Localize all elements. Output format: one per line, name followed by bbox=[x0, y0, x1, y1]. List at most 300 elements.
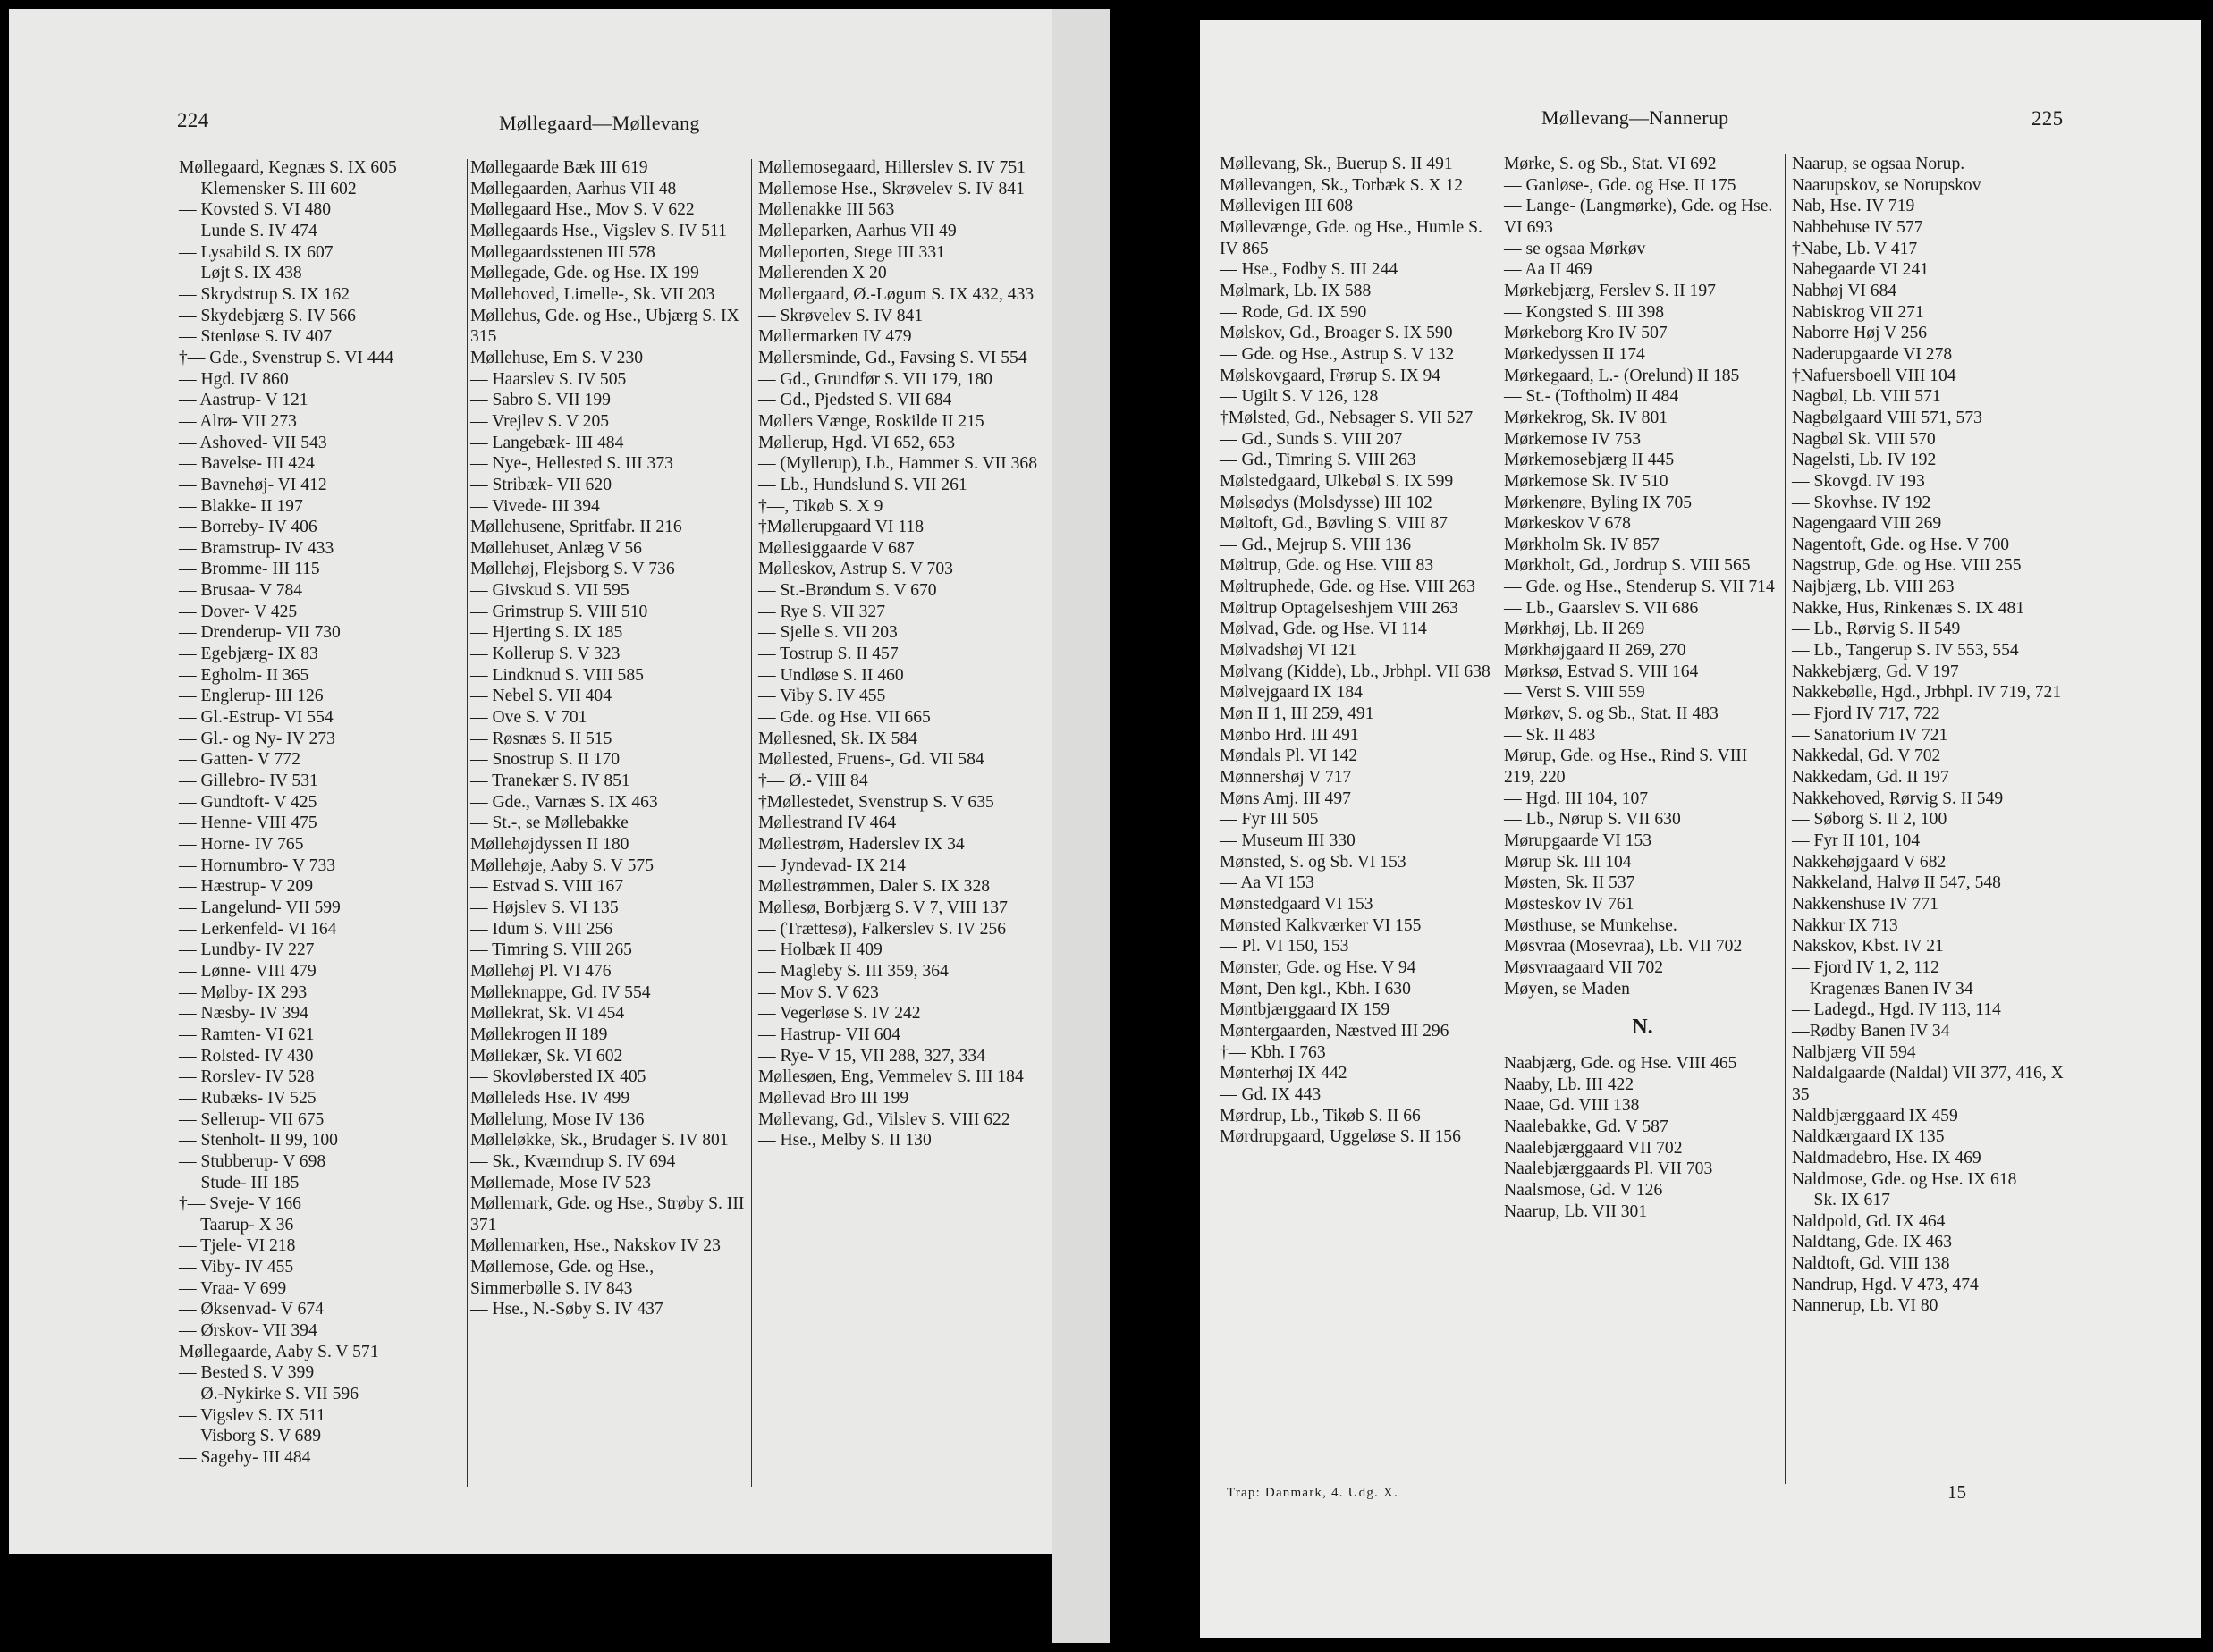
index-entry: — Vraa- V 699 bbox=[179, 1278, 287, 1298]
index-entry: — Skrøvelev S. IV 841 bbox=[758, 306, 924, 325]
index-entry: †Møllestedet, Svenstrup S. V 635 bbox=[758, 792, 994, 812]
index-entry: Mørkedyssen II 174 bbox=[1504, 344, 1645, 364]
index-entry: Møllesned, Sk. IX 584 bbox=[758, 729, 917, 748]
index-entry: — Vivede- III 394 bbox=[470, 496, 600, 516]
index-entry: — Rye- V 15, VII 288, 327, 334 bbox=[758, 1046, 985, 1066]
index-entry: Mønsted Kalkværker VI 155 bbox=[1220, 915, 1422, 935]
index-entry: — Grimstrup S. VIII 510 bbox=[470, 602, 648, 621]
index-entry: Nagbøl, Lb. VIII 571 bbox=[1792, 387, 1941, 407]
index-entry: — Stude- III 185 bbox=[179, 1173, 300, 1193]
page-gutter bbox=[1110, 0, 1200, 1652]
index-entry: — Sjelle S. VII 203 bbox=[758, 623, 898, 643]
index-entry: Naldtang, Gde. IX 463 bbox=[1792, 1233, 1953, 1252]
index-entry: — Gd., Pjedsted S. VII 684 bbox=[758, 391, 952, 410]
index-entry: Mørkebjærg, Ferslev S. II 197 bbox=[1504, 281, 1716, 300]
index-entry: — Aa VI 153 bbox=[1220, 873, 1314, 893]
index-entry: Mørkegaard, L.- (Orelund) II 185 bbox=[1504, 366, 1740, 385]
index-entry: Møllekrat, Sk. VI 454 bbox=[470, 1004, 625, 1024]
index-entry: Møllegaard Hse., Mov S. V 622 bbox=[470, 200, 695, 220]
index-entry: — Verst S. VIII 559 bbox=[1504, 683, 1645, 703]
index-entry: — Lerkenfeld- VI 164 bbox=[179, 919, 337, 939]
index-entry: — Lunde S. IV 474 bbox=[179, 221, 317, 240]
index-entry: Naldkærgaard IX 135 bbox=[1792, 1127, 1945, 1147]
index-entry: — Hse., Melby S. II 130 bbox=[758, 1131, 932, 1150]
index-entry: Naldbjærggaard IX 459 bbox=[1792, 1106, 1958, 1125]
index-entry: †—, Tikøb S. X 9 bbox=[758, 496, 883, 516]
index-entry: Nakke, Hus, Rinkenæs S. IX 481 bbox=[1792, 598, 2025, 618]
index-entry: Mørkeborg Kro IV 507 bbox=[1504, 324, 1668, 343]
index-entry: — Lb., Rørvig S. II 549 bbox=[1792, 620, 1961, 639]
index-entry: †Nafuersboell VIII 104 bbox=[1792, 366, 1956, 385]
index-entry: Møllevænge, Gde. og Hse., Humle S. IV 865 bbox=[1220, 217, 1482, 258]
index-entry: — Visborg S. V 689 bbox=[179, 1427, 322, 1446]
index-entry: Mønstedgaard VI 153 bbox=[1220, 894, 1373, 914]
index-entry: Mølmark, Lb. IX 588 bbox=[1220, 281, 1372, 300]
right-page bbox=[1200, 9, 2201, 1638]
index-entry: — Jyndevad- IX 214 bbox=[758, 856, 906, 875]
index-entry: — Nebel S. VII 404 bbox=[470, 687, 612, 706]
index-entry: — Rye S. VII 327 bbox=[758, 602, 885, 621]
index-entry: Møllerenden X 20 bbox=[758, 264, 887, 283]
index-entry: Mønsted, S. og Sb. VI 153 bbox=[1220, 852, 1406, 872]
index-entry: Møllevang, Gd., Vilslev S. VIII 622 bbox=[758, 1109, 1010, 1129]
index-entry: — St.-Brøndum S. V 670 bbox=[758, 581, 937, 601]
left-running-head: Møllegaard—Møllevang bbox=[499, 112, 700, 134]
index-entry: — (Trættesø), Falkerslev S. IV 256 bbox=[758, 919, 1007, 939]
index-entry: — Lb., Nørup S. VII 630 bbox=[1504, 810, 1681, 830]
index-entry: — Museum III 330 bbox=[1220, 831, 1356, 850]
index-entry: —Kragenæs Banen IV 34 bbox=[1792, 979, 1973, 999]
index-entry: Møllehoved, Limelle-, Sk. VII 203 bbox=[470, 284, 715, 304]
index-entry: Nagbøl Sk. VIII 570 bbox=[1792, 429, 1936, 449]
index-entry: Mølleparken, Aarhus VII 49 bbox=[758, 221, 957, 240]
index-entry: — Tostrup S. II 457 bbox=[758, 645, 899, 664]
index-entry: †— Kbh. I 763 bbox=[1220, 1042, 1326, 1062]
index-entry: — Skovløbersted IX 405 bbox=[470, 1067, 646, 1087]
index-entry: — Ove S. V 701 bbox=[470, 708, 587, 728]
index-entry: — Ørskov- VII 394 bbox=[179, 1321, 317, 1341]
index-entry: — Mølby- IX 293 bbox=[179, 982, 308, 1002]
index-entry: — Skovhse. IV 192 bbox=[1792, 493, 1931, 512]
index-entry: Møllesøen, Eng, Vemmelev S. III 184 bbox=[758, 1067, 1024, 1087]
index-entry: Møntbjærggaard IX 159 bbox=[1220, 1000, 1390, 1020]
index-entry: — Lb., Gaarslev S. VII 686 bbox=[1504, 598, 1699, 618]
index-entry: — Drenderup- VII 730 bbox=[179, 623, 341, 643]
index-entry: Mønnershøj V 717 bbox=[1220, 768, 1352, 788]
index-entry: — Kongsted S. III 398 bbox=[1504, 302, 1665, 322]
index-entry: — Magleby S. III 359, 364 bbox=[758, 961, 949, 981]
index-entry: — Henne- VIII 475 bbox=[179, 813, 317, 833]
index-entry: Nagbølgaard VIII 571, 573 bbox=[1792, 408, 1982, 427]
index-entry: Møllemark, Gde. og Hse., Strøby S. III 371 bbox=[470, 1194, 745, 1235]
index-entry: Møsten, Sk. II 537 bbox=[1504, 873, 1635, 893]
index-entry: — Hjerting S. IX 185 bbox=[470, 623, 623, 643]
index-entry: — Gl.-Estrup- VI 554 bbox=[179, 708, 334, 728]
index-entry: Møllegaarde Bæk III 619 bbox=[470, 158, 648, 177]
index-entry: — Gundtoft- V 425 bbox=[179, 792, 317, 812]
index-entry: — Næsby- IV 394 bbox=[179, 1004, 308, 1024]
index-entry: Møltrup, Gde. og Hse. VIII 83 bbox=[1220, 556, 1434, 576]
index-entry: — Timring S. VIII 265 bbox=[470, 940, 632, 960]
index-entry: Møltrup Optagelseshjem VIII 263 bbox=[1220, 598, 1458, 618]
index-entry: — Gillebro- IV 531 bbox=[179, 771, 318, 791]
right-column-1 bbox=[1220, 154, 1493, 1148]
index-entry: Møllermarken IV 479 bbox=[758, 327, 912, 347]
index-entry: — Dover- V 425 bbox=[179, 602, 298, 621]
index-entry: — Ugilt S. V 126, 128 bbox=[1220, 387, 1379, 407]
footer-imprint: Trap: Danmark, 4. Udg. X. bbox=[1227, 1486, 1398, 1500]
index-entry: Nagentoft, Gde. og Hse. V 700 bbox=[1792, 535, 2010, 554]
index-entry: Møllevigen III 608 bbox=[1220, 197, 1354, 216]
index-entry: — Sageby- III 484 bbox=[179, 1448, 311, 1468]
index-entry: †— Gde., Svenstrup S. VI 444 bbox=[179, 348, 394, 367]
index-entry: — Langelund- VII 599 bbox=[179, 898, 341, 917]
index-entry: — Borreby- IV 406 bbox=[179, 518, 317, 537]
index-entry: Nakkehoved, Rørvig S. II 549 bbox=[1792, 788, 2004, 808]
index-entry: — Klemensker S. III 602 bbox=[179, 179, 357, 198]
left-page bbox=[9, 9, 1052, 1554]
index-entry: — Hastrup- VII 604 bbox=[758, 1024, 901, 1044]
index-entry: — Alrø- VII 273 bbox=[179, 411, 297, 431]
index-entry: Mølvadshøj VI 121 bbox=[1220, 641, 1357, 661]
index-entry: Møllehøje, Aaby S. V 575 bbox=[470, 856, 655, 875]
index-entry: Møntergaarden, Næstved III 296 bbox=[1220, 1021, 1449, 1041]
index-entry: — Taarup- X 36 bbox=[179, 1215, 294, 1235]
index-entry: Mørup Sk. III 104 bbox=[1504, 852, 1632, 872]
index-entry: Nagengaard VIII 269 bbox=[1792, 514, 1942, 534]
index-entry: Naalebjærggaard VII 702 bbox=[1504, 1138, 1683, 1158]
index-entry: Mørke, S. og Sb., Stat. VI 692 bbox=[1504, 155, 1717, 173]
index-entry: Naldpold, Gd. IX 464 bbox=[1792, 1211, 1946, 1231]
index-entry: — Rorslev- IV 528 bbox=[179, 1067, 315, 1087]
index-entry: — Ramten- VI 621 bbox=[179, 1024, 315, 1044]
index-entry: — Hornumbro- V 733 bbox=[179, 856, 336, 875]
index-entry: Naldalgaarde (Naldal) VII 377, 416, X 35 bbox=[1792, 1064, 2064, 1104]
index-entry: — Sk. II 483 bbox=[1504, 725, 1596, 745]
index-entry: Nakkehøjgaard V 682 bbox=[1792, 852, 1947, 872]
index-entry: Møllestrand IV 464 bbox=[758, 813, 897, 833]
index-entry: — Hæstrup- V 209 bbox=[179, 877, 314, 897]
index-entry: Mølskov, Gd., Broager S. IX 590 bbox=[1220, 324, 1453, 343]
index-entry: Møllekrogen II 189 bbox=[470, 1024, 608, 1044]
index-entry: — Rolsted- IV 430 bbox=[179, 1046, 314, 1066]
index-entry: Nabbehuse IV 577 bbox=[1792, 217, 1923, 237]
index-entry: Møllevad Bro III 199 bbox=[758, 1088, 909, 1108]
index-entry: Møllekær, Sk. VI 602 bbox=[470, 1046, 623, 1066]
index-entry: Møllevang, Sk., Buerup S. II 491 bbox=[1220, 155, 1453, 173]
index-entry: — Rode, Gd. IX 590 bbox=[1220, 302, 1367, 322]
index-entry: Møllehuse, Em S. V 230 bbox=[470, 348, 644, 367]
index-entry: Naalsmose, Gd. V 126 bbox=[1504, 1180, 1663, 1200]
index-entry: Møllesiggaarde V 687 bbox=[758, 538, 915, 558]
index-entry: Mørkemosebjærg II 445 bbox=[1504, 451, 1675, 470]
index-entry: — Gd., Timring S. VIII 263 bbox=[1220, 451, 1416, 470]
index-entry: †— Ø.- VIII 84 bbox=[758, 771, 868, 791]
index-entry: Møllegaarden, Aarhus VII 48 bbox=[470, 179, 677, 198]
index-entry: Møndals Pl. VI 142 bbox=[1220, 746, 1358, 766]
index-entry: †— Sveje- V 166 bbox=[179, 1194, 301, 1214]
index-entry: Nab, Hse. IV 719 bbox=[1792, 197, 1915, 216]
index-entry: Møllehøj, Flejsborg S. V 736 bbox=[470, 560, 675, 579]
index-entry: — Undløse S. II 460 bbox=[758, 665, 904, 685]
index-entry: — Kovsted S. VI 480 bbox=[179, 200, 332, 220]
index-entry: — Bromme- III 115 bbox=[179, 560, 320, 579]
index-entry: Naldmose, Gde. og Hse. IX 618 bbox=[1792, 1169, 2017, 1189]
index-entry: Møsvraa (Mosevraa), Lb. VII 702 bbox=[1504, 937, 1743, 957]
index-entry: — Gl.- og Ny- IV 273 bbox=[179, 729, 335, 748]
left-page-number: 224 bbox=[177, 109, 209, 131]
index-entry: Mølleporten, Stege III 331 bbox=[758, 242, 945, 262]
index-entry: — Idum S. VIII 256 bbox=[470, 919, 613, 939]
index-entry: Nagstrup, Gde. og Hse. VIII 255 bbox=[1792, 556, 2022, 576]
index-entry: Nakkedal, Gd. V 702 bbox=[1792, 746, 1941, 766]
index-entry: Mørkhøjgaard II 269, 270 bbox=[1504, 641, 1686, 661]
index-entry: — se ogsaa Mørkøv bbox=[1504, 239, 1646, 258]
index-entry: — Røsnæs S. II 515 bbox=[470, 729, 612, 748]
index-entry: Møn II 1, III 259, 491 bbox=[1220, 704, 1374, 724]
index-entry: — Stenholt- II 99, 100 bbox=[179, 1131, 338, 1150]
index-entry: — Skydebjærg S. IV 566 bbox=[179, 306, 356, 325]
index-entry: Møllegade, Gde. og Hse. IX 199 bbox=[470, 264, 699, 283]
index-entry: — Højslev S. VI 135 bbox=[470, 898, 619, 917]
index-entry: — Stenløse S. IV 407 bbox=[179, 327, 333, 347]
index-entry: Mønterhøj IX 442 bbox=[1220, 1064, 1347, 1083]
index-entry: — Estvad S. VIII 167 bbox=[470, 877, 624, 897]
index-entry: Mørkholt, Gd., Jordrup S. VIII 565 bbox=[1504, 556, 1751, 576]
index-entry: Mønt, Den kgl., Kbh. I 630 bbox=[1220, 979, 1411, 999]
index-entry: Nagelsti, Lb. IV 192 bbox=[1792, 451, 1937, 470]
index-entry: — Pl. VI 150, 153 bbox=[1220, 937, 1349, 957]
index-entry: — Lysabild S. IX 607 bbox=[179, 242, 334, 262]
index-entry: — Ø.-Nykirke S. VII 596 bbox=[179, 1385, 359, 1404]
index-entry: Mørdrup, Lb., Tikøb S. II 66 bbox=[1220, 1106, 1421, 1125]
index-entry: Møllerup, Hgd. VI 652, 653 bbox=[758, 433, 956, 452]
index-entry: — Vegerløse S. IV 242 bbox=[758, 1004, 921, 1024]
index-entry: — Tjele- VI 218 bbox=[179, 1236, 296, 1256]
index-entry: Nannerup, Lb. VI 80 bbox=[1792, 1296, 1938, 1316]
index-entry: Mørkenøre, Byling IX 705 bbox=[1504, 493, 1693, 512]
index-entry: †Mølsted, Gd., Nebsager S. VII 527 bbox=[1220, 408, 1474, 427]
right-column-2 bbox=[1504, 154, 1781, 1222]
index-entry: Mørksø, Estvad S. VIII 164 bbox=[1504, 662, 1699, 681]
index-entry: Mørupgaarde VI 153 bbox=[1504, 831, 1652, 850]
index-entry: Møllers Vænge, Roskilde II 215 bbox=[758, 411, 984, 431]
index-entry: Mølleknappe, Gd. IV 554 bbox=[470, 982, 651, 1002]
left-page-margin bbox=[1052, 9, 1110, 1643]
index-entry: — Søborg S. II 2, 100 bbox=[1792, 810, 1947, 830]
index-entry: Mølsødys (Molsdysse) III 102 bbox=[1220, 493, 1432, 512]
index-entry: — Lønne- VIII 479 bbox=[179, 961, 317, 981]
index-entry: Nabiskrog VII 271 bbox=[1792, 302, 1924, 322]
index-entry: Møllenakke III 563 bbox=[758, 200, 895, 220]
index-entry: Møllehusene, Spritfabr. II 216 bbox=[470, 518, 682, 537]
index-entry: — Holbæk II 409 bbox=[758, 940, 883, 960]
index-entry: — Lindknud S. VIII 585 bbox=[470, 665, 644, 685]
index-entry: — Englerup- III 126 bbox=[179, 687, 324, 706]
index-entry: — Tranekær S. IV 851 bbox=[470, 771, 630, 791]
index-entry: Møllegaardsstenen III 578 bbox=[470, 242, 655, 262]
index-entry: — Vigslev S. IX 511 bbox=[179, 1405, 325, 1425]
index-entry: — Bavelse- III 424 bbox=[179, 454, 315, 474]
index-entry: Møllegaards Hse., Vigslev S. IV 511 bbox=[470, 221, 727, 240]
index-entry: — Viby- IV 455 bbox=[179, 1258, 294, 1277]
index-entry: Nabhøj VI 684 bbox=[1792, 281, 1897, 300]
index-entry: — Hse., Fodby S. III 244 bbox=[1220, 260, 1398, 280]
index-entry: — Hgd. IV 860 bbox=[179, 369, 289, 389]
index-entry: Naalebakke, Gd. V 587 bbox=[1504, 1117, 1668, 1136]
index-entry: — Givskud S. VII 595 bbox=[470, 581, 629, 601]
index-entry: Mønster, Gde. og Hse. V 94 bbox=[1220, 957, 1416, 977]
index-entry: Naarupskov, se Norupskov bbox=[1792, 175, 1981, 195]
index-entry: — Viby S. IV 455 bbox=[758, 687, 886, 706]
index-entry: — Gd., Grundfør S. VII 179, 180 bbox=[758, 369, 992, 389]
index-entry: †Nabe, Lb. V 417 bbox=[1792, 239, 1918, 258]
index-entry: Mølvejgaard IX 184 bbox=[1220, 683, 1363, 703]
index-entry: — Snostrup S. II 170 bbox=[470, 750, 621, 770]
index-entry: Naae, Gd. VIII 138 bbox=[1504, 1096, 1640, 1116]
index-entry: — Bested S. V 399 bbox=[179, 1363, 315, 1383]
column-divider bbox=[467, 159, 468, 1487]
index-entry: Mølleleds Hse. IV 499 bbox=[470, 1088, 630, 1108]
index-entry: Møllehøjdyssen II 180 bbox=[470, 835, 629, 854]
index-entry: Møllersminde, Gd., Favsing S. VI 554 bbox=[758, 348, 1027, 367]
index-entry: Møllemose, Gde. og Hse., Simmerbølle S. IV 843 bbox=[470, 1258, 655, 1298]
footer-signature: 15 bbox=[1947, 1481, 1966, 1503]
index-entry: — Nye-, Hellested S. III 373 bbox=[470, 454, 673, 474]
index-entry: — Gd. IX 443 bbox=[1220, 1084, 1322, 1104]
index-entry: — Lb., Hundslund S. VII 261 bbox=[758, 475, 967, 494]
column-divider bbox=[751, 159, 752, 1487]
index-entry: — Rubæks- IV 525 bbox=[179, 1088, 317, 1108]
index-entry: — Sanatorium IV 721 bbox=[1792, 725, 1948, 745]
index-entry: Naabjærg, Gde. og Hse. VIII 465 bbox=[1504, 1053, 1737, 1073]
index-entry: Mørkøv, S. og Sb., Stat. II 483 bbox=[1504, 704, 1719, 724]
index-entry: Naarup, Lb. VII 301 bbox=[1504, 1201, 1648, 1221]
index-entry: — (Myllerup), Lb., Hammer S. VII 368 bbox=[758, 454, 1037, 474]
index-entry: — Ladegd., Hgd. IV 113, 114 bbox=[1792, 1000, 2001, 1020]
index-entry: — Sk. IX 617 bbox=[1792, 1191, 1890, 1210]
index-entry: — Blakke- II 197 bbox=[179, 496, 303, 516]
index-entry: — Hgd. III 104, 107 bbox=[1504, 788, 1649, 808]
index-entry: Mørkemose IV 753 bbox=[1504, 429, 1642, 449]
index-entry: — Sk., Kværndrup S. IV 694 bbox=[470, 1151, 676, 1171]
index-entry: Møllergaard, Ø.-Løgum S. IX 432, 433 bbox=[758, 284, 1035, 304]
index-entry: — Bramstrup- IV 433 bbox=[179, 538, 334, 558]
index-entry: Mørkemose Sk. IV 510 bbox=[1504, 471, 1668, 491]
index-entry: — Skovgd. IV 193 bbox=[1792, 471, 1925, 491]
index-entry: Møsthuse, se Munkehse. bbox=[1504, 915, 1677, 935]
index-entry: Nakkedam, Gd. II 197 bbox=[1792, 768, 1949, 788]
index-entry: Møyen, se Maden bbox=[1504, 979, 1630, 999]
index-entry: †Møllerupgaard VI 118 bbox=[758, 518, 925, 537]
index-entry: Mølleløkke, Sk., Brudager S. IV 801 bbox=[470, 1131, 729, 1150]
index-entry: — Fjord IV 717, 722 bbox=[1792, 704, 1940, 724]
index-entry: — Horne- IV 765 bbox=[179, 835, 304, 854]
index-entry: — Stribæk- VII 620 bbox=[470, 475, 612, 494]
index-entry: — Haarslev S. IV 505 bbox=[470, 369, 627, 389]
index-entry: Naalebjærggaards Pl. VII 703 bbox=[1504, 1159, 1713, 1179]
column-divider bbox=[1785, 154, 1786, 1484]
index-entry: — Brusaa- V 784 bbox=[179, 581, 303, 601]
index-entry: Møllemose Hse., Skrøvelev S. IV 841 bbox=[758, 179, 1025, 198]
left-column-3 bbox=[758, 157, 1037, 1151]
index-entry: Møllesø, Borbjærg S. V 7, VIII 137 bbox=[758, 898, 1008, 917]
index-entry: Mørkhøj, Lb. II 269 bbox=[1504, 620, 1645, 639]
index-entry: Naaby, Lb. III 422 bbox=[1504, 1075, 1634, 1094]
index-entry: Møllelung, Mose IV 136 bbox=[470, 1109, 645, 1129]
index-entry: — Sellerup- VII 675 bbox=[179, 1109, 325, 1129]
index-entry: — Hse., N.-Søby S. IV 437 bbox=[470, 1300, 663, 1319]
index-entry: Møllehuset, Anlæg V 56 bbox=[470, 538, 642, 558]
index-entry: Møllemade, Mose IV 523 bbox=[470, 1173, 652, 1193]
index-entry: Møltruphede, Gde. og Hse. VIII 263 bbox=[1220, 577, 1475, 597]
index-entry: Mølleskov, Astrup S. V 703 bbox=[758, 560, 953, 579]
index-entry: — Ganløse-, Gde. og Hse. II 175 bbox=[1504, 175, 1736, 195]
left-column-2 bbox=[470, 157, 748, 1320]
index-entry: — Vrejlev S. V 205 bbox=[470, 411, 610, 431]
index-entry: — Gatten- V 772 bbox=[179, 750, 300, 770]
index-entry: — Lb., Tangerup S. IV 553, 554 bbox=[1792, 641, 2019, 661]
index-entry: Mørup, Gde. og Hse., Rind S. VIII 219, 220 bbox=[1504, 746, 1748, 788]
index-entry: — Sabro S. VII 199 bbox=[470, 391, 611, 410]
index-entry: — Langebæk- III 484 bbox=[470, 433, 624, 452]
index-entry: Møsteskov IV 761 bbox=[1504, 894, 1634, 914]
index-entry: Naborre Høj V 256 bbox=[1792, 324, 1928, 343]
index-entry: — Fyr II 101, 104 bbox=[1792, 831, 1921, 850]
index-entry: Nakkur IX 713 bbox=[1792, 915, 1898, 935]
index-entry: Møllevangen, Sk., Torbæk S. X 12 bbox=[1220, 175, 1464, 195]
index-entry: — Fjord IV 1, 2, 112 bbox=[1792, 957, 1939, 977]
index-entry: — Bavnehøj- VI 412 bbox=[179, 475, 327, 494]
left-column-1 bbox=[179, 157, 463, 1469]
index-entry: Mørkholm Sk. IV 857 bbox=[1504, 535, 1660, 554]
index-entry: Møllestrømmen, Daler S. IX 328 bbox=[758, 877, 991, 897]
index-entry: Møllested, Fruens-, Gd. VII 584 bbox=[758, 750, 984, 770]
index-entry: Møllemarken, Hse., Nakskov IV 23 bbox=[470, 1236, 721, 1256]
index-entry: — St.- (Toftholm) II 484 bbox=[1504, 387, 1679, 407]
index-entry: Nakkebjærg, Gd. V 197 bbox=[1792, 662, 1959, 681]
index-entry: — Lange- (Langmørke), Gde. og Hse. VI 693 bbox=[1504, 197, 1773, 237]
index-entry: — Skrydstrup S. IX 162 bbox=[179, 284, 351, 304]
index-entry: Naldmadebro, Hse. IX 469 bbox=[1792, 1148, 1981, 1167]
index-entry: — Fyr III 505 bbox=[1220, 810, 1319, 830]
index-entry: — Gd., Sunds S. VIII 207 bbox=[1220, 429, 1403, 449]
index-entry: — Gde. og Hse., Astrup S. V 132 bbox=[1220, 344, 1455, 364]
index-entry: Mønbo Hrd. III 491 bbox=[1220, 725, 1359, 745]
index-entry: — Gde. og Hse., Stenderup S. VII 714 bbox=[1504, 577, 1775, 597]
index-entry: Møllemosegaard, Hillerslev S. IV 751 bbox=[758, 158, 1026, 177]
index-entry: Møltoft, Gd., Bøvling S. VIII 87 bbox=[1220, 514, 1448, 534]
index-entry: — St.-, se Møllebakke bbox=[470, 813, 629, 833]
index-entry: — Lundby- IV 227 bbox=[179, 940, 315, 960]
index-entry: Møllehøj Pl. VI 476 bbox=[470, 961, 612, 981]
index-entry: Mørkeskov V 678 bbox=[1504, 514, 1631, 534]
index-entry: Nakkebølle, Hgd., Jrbhpl. IV 719, 721 bbox=[1792, 683, 2062, 703]
index-entry: Naderupgaarde VI 278 bbox=[1792, 344, 1953, 364]
index-entry: — Mov S. V 623 bbox=[758, 982, 879, 1002]
index-entry: — Egholm- II 365 bbox=[179, 665, 309, 685]
section-letter: N. bbox=[1632, 1016, 1653, 1040]
index-entry: Mølstedgaard, Ulkebøl S. IX 599 bbox=[1220, 471, 1454, 491]
index-entry: —Rødby Banen IV 34 bbox=[1792, 1021, 1950, 1041]
index-entry: Møsvraagaard VII 702 bbox=[1504, 957, 1664, 977]
index-entry: — Aastrup- V 121 bbox=[179, 391, 308, 410]
index-entry: Nandrup, Hgd. V 473, 474 bbox=[1792, 1275, 1979, 1294]
index-entry: Najbjærg, Lb. VIII 263 bbox=[1792, 577, 1955, 597]
index-entry: — Gde., Varnæs S. IX 463 bbox=[470, 792, 658, 812]
right-running-head: Møllevang—Nannerup bbox=[1541, 106, 1729, 129]
index-entry: Nakkenshuse IV 771 bbox=[1792, 894, 1938, 914]
